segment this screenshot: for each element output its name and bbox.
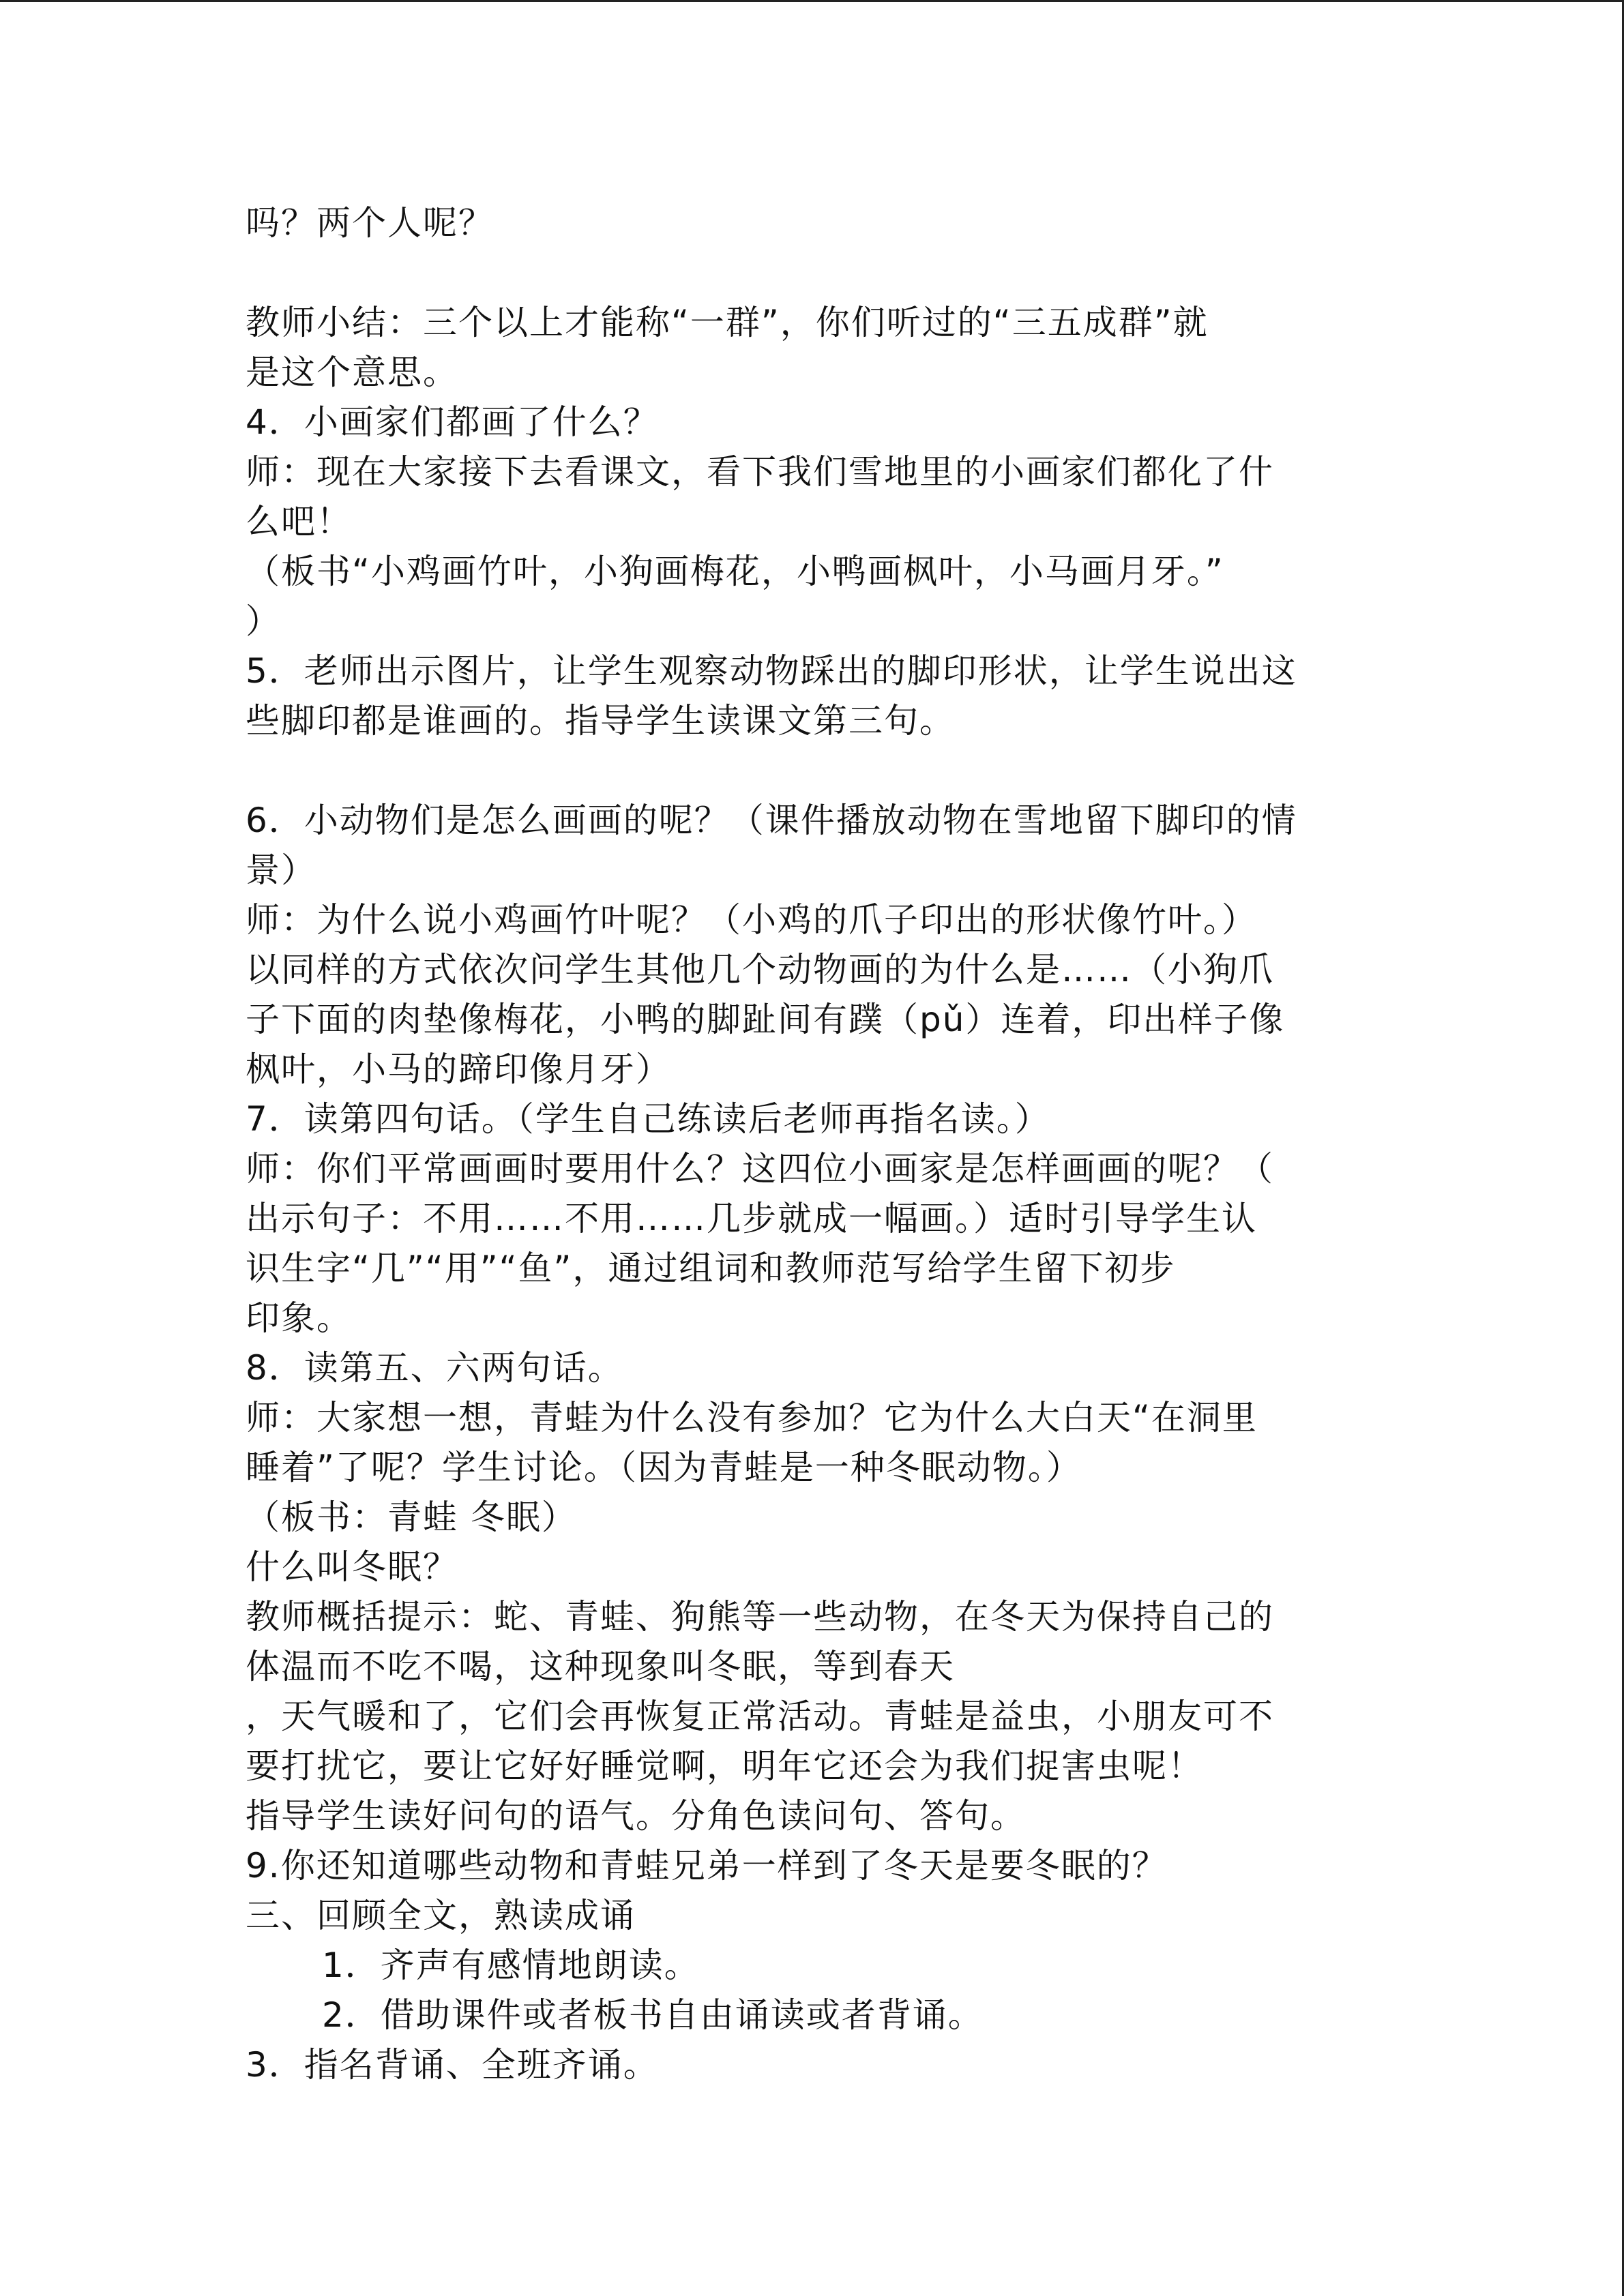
text-line: 印象。 (246, 1298, 352, 1338)
paragraph-gap (246, 746, 1391, 796)
text-line: 吗？两个人呢？ (246, 203, 494, 243)
text-line: 教师小结：三个以上才能称“一群”，你们听过的“三五成群”就 (246, 303, 1209, 342)
text-line: 9.你还知道哪些动物和青蛙兄弟一样到了冬天是要冬眠的？ (246, 1846, 1168, 1885)
text-line: 要打扰它，要让它好好睡觉啊，明年它还会为我们捉害虫呢！ (246, 1746, 1203, 1786)
text-line: 睡着”了呢？学生讨论。（因为青蛙是一种冬眠动物。） (246, 1448, 1082, 1487)
text-line: ，天气暖和了，它们会再恢复正常活动。青蛙是益虫，小朋友可不 (246, 1697, 1274, 1736)
text-line: （板书“小鸡画竹叶，小狗画梅花，小鸭画枫叶，小马画月牙。” (246, 552, 1224, 591)
text-line: （板书：青蛙 冬眠） (246, 1497, 577, 1537)
text-line: 么吧！ (246, 502, 352, 541)
text-line: 子下面的肉垫像梅花，小鸭的脚趾间有蹼（pǔ）连着，印出样子像 (246, 1000, 1285, 1039)
list-item: 2．借助课件或者板书自由诵读或者背诵。 (322, 1995, 984, 2035)
text-line: 些脚印都是谁画的。指导学生读课文第三句。 (246, 701, 955, 741)
text-line: 7．读第四句话。（学生自己练读后老师再指名读。） (246, 1099, 1050, 1139)
text-line: 以同样的方式依次问学生其他几个动物画的为什么是……（小狗爪 (246, 950, 1274, 989)
text-line: 是这个意思。 (246, 353, 458, 392)
text-line: 什么叫冬眠？ (246, 1547, 458, 1587)
text-line: 出示句子：不用……不用……几步就成一幅画。）适时引导学生认 (246, 1199, 1257, 1238)
text-line: 景） (246, 850, 316, 890)
paragraph-gap (246, 248, 1391, 298)
text-line: 体温而不吃不喝，这种现象叫冬眠，等到春天 (246, 1647, 955, 1686)
list-item: 3．指名背诵、全班齐诵。 (246, 2045, 659, 2085)
text-line: 4．小画家们都画了什么？ (246, 402, 659, 442)
document-body (246, 198, 1391, 2090)
text-line: 6．小动物们是怎么画画的呢？（课件播放动物在雪地留下脚印的情 (246, 801, 1297, 840)
text-line: 5．老师出示图片，让学生观察动物踩出的脚印形状，让学生说出这 (246, 651, 1297, 691)
text-line: ） (246, 601, 281, 641)
text-line: 师：大家想一想，青蛙为什么没有参加？它为什么大白天“在洞里 (246, 1398, 1258, 1437)
list-item: 1．齐声有感情地朗读。 (322, 1945, 700, 1985)
text-line: 师：你们平常画画时要用什么？这四位小画家是怎样画画的呢？（ (246, 1149, 1274, 1189)
text-line: 枫叶，小马的蹄印像月牙） (246, 1049, 671, 1089)
text-line: 师：现在大家接下去看课文，看下我们雪地里的小画家们都化了什 (246, 452, 1274, 492)
text-line: 教师概括提示：蛇、青蛙、狗熊等一些动物，在冬天为保持自己的 (246, 1597, 1274, 1637)
text-line: 8．读第五、六两句话。 (246, 1348, 623, 1388)
section-heading: 三、回顾全文，熟读成诵 (246, 1896, 636, 1935)
text-line: 师：为什么说小鸡画竹叶呢？（小鸡的爪子印出的形状像竹叶。） (246, 900, 1257, 940)
text-line: 指导学生读好问句的语气。分角色读问句、答句。 (246, 1796, 1026, 1836)
text-line: 识生字“几”“用”“鱼”，通过组词和教师范写给学生留下初步 (246, 1249, 1176, 1288)
